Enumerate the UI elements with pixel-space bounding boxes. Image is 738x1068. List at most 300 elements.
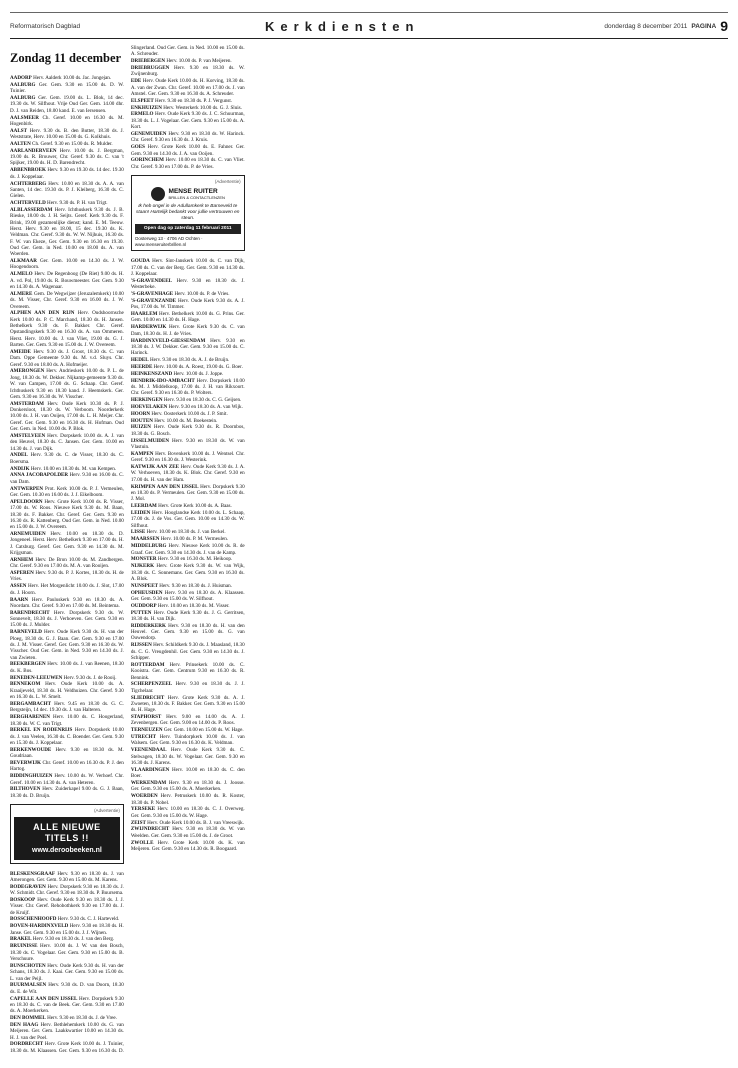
service-entry <box>131 484 245 503</box>
service-details: Herv. 9.30 ds. B. den Butter, 18.30 ds. J. Weststrate, Herv. 10.00 en 15.00 ds. G. Kolkhuis. <box>10 127 124 141</box>
service-details: Herv. Aalderk 10.00 ds. Jac. Jongejan. <box>33 75 112 81</box>
service-details: Ger. Gem. 10.00 en 14.30 ds. J. W. Hoogendoorn. <box>10 258 124 271</box>
place-name: HEINKENSZAND <box>130 370 173 377</box>
service-details: Herv. Bethlehemkerk 10.00 ds. G. van Meijeren. Ger. Gem. Laakkwartier 10.00 en 14.30 ds. H. J. van der Poel. <box>10 1021 124 1041</box>
service-entry <box>10 570 124 583</box>
place-name: KATWIJK AAN ZEE <box>130 464 180 471</box>
service-entry <box>10 675 124 681</box>
service-entry <box>131 510 245 529</box>
service-details: Herv. 9.30 ds. C. de Visser, 18.30 ds. C. Boersma. <box>10 452 124 465</box>
service-entry <box>131 780 245 793</box>
place-name: HEDEL <box>130 357 149 364</box>
service-entry <box>131 590 245 603</box>
ad-logo <box>135 187 241 201</box>
service-entry <box>10 181 124 200</box>
place-name: ASPEREN <box>10 570 34 577</box>
place-name: BERKEL EN RODENRIJS <box>10 727 73 734</box>
service-details: Herv. 9.30 en 18.30 ds. W. Zwijnenburg. <box>130 65 245 78</box>
place-name: BERGAMBACHT <box>10 701 52 707</box>
service-details: Herv. 10.00 en 18.30 ds. C. den Boer. <box>130 766 245 780</box>
place-name: HARDINXVELD-GIESSENDAM <box>130 337 206 344</box>
service-entry <box>131 543 245 556</box>
service-details: Ch. Geref. 10.00 en 16.30 ds. M. Hogenbirk. <box>10 114 124 127</box>
service-details: Prot. Kerk 10.00 ds. P. J. Vermeulen, Ger. Gem. 10.30 en 16.00 ds. J. J. Eikelboom. <box>10 485 124 498</box>
service-entry <box>131 536 245 542</box>
place-name: GOES <box>130 144 145 151</box>
service-entry <box>10 291 124 310</box>
day-heading: Zondag 11 december <box>10 51 122 65</box>
service-details: Herv. 9.00 en 14.00 ds. A. J. Zevenbergen. Ger. Gem. 9.00 en 14.00 ds. P. Roos. <box>130 714 245 727</box>
service-details: Herv. 10.00 ds. J. W. van den Bosch, 18.30 ds. C. Vogelaar. Ger. Gem. 9.30 en 15.00 ds. B. Verschuure. <box>10 943 124 962</box>
place-name: IJSSELMUIDEN <box>130 437 170 444</box>
service-details: Herv. 10.00 en 18.30 ds. C. J. Overweg. Ger. Gem. 9.30 en 15.00 ds. W. Hage. <box>130 806 245 819</box>
service-details: Herv. 9.30 en 18.30 ds. W. van Vlastuin. <box>130 437 245 450</box>
place-name: HARDERWIJK <box>130 324 167 331</box>
service-details: Herv. Prinsekerk 10.00 ds. C. Kooistra. Ger. Gem. Centrum 9.30 en 16.30 ds. R. Bennink. <box>130 661 245 681</box>
service-details: Ger. Gem. 9.30 en 15.00 ds. D. W. Tuinier. <box>10 81 124 95</box>
service-entry <box>131 371 245 377</box>
entries-part-3 <box>131 258 245 852</box>
service-details: Herv. Grote Kerk 10.00 ds. R. Visser, 17.00 ds. W. Roos. Nieuwe Kerk 9.30 ds. M. Baan, 18.30 ds. F. Bakker. Chr. Geref. Ger. Gem. 9.30 en 16.30 ds. R. Kattenberg. Oud Ger. Gem. in Ned. 10.00 en 15.00 ds. J. W. Overeem. <box>10 498 124 531</box>
service-details: Herv. 10.00 ds. M. Boekestein. <box>154 417 218 424</box>
place-name: HOEVELAKEN <box>130 403 168 410</box>
place-name: BOSKOOP <box>10 896 36 903</box>
service-entry <box>10 884 124 897</box>
place-name: AADORP <box>10 75 32 81</box>
service-details: Herv. 9.30 en 16.30 ds. M. Heikoop. <box>157 556 233 563</box>
service-entry <box>131 767 245 780</box>
service-details: Herv. Dorpskerk 9.30 en 18.30 ds. J. W. Schmidt. Chr. Geref. 9.30 en 18.30 ds. P. Buursema. <box>10 883 124 897</box>
advertisement-optician[interactable] <box>131 175 245 251</box>
place-name: BOSSCHENHOOFD <box>10 916 57 923</box>
service-entry <box>131 820 245 826</box>
service-entry <box>131 451 245 464</box>
service-details: Herv. Dorpskerk 10.00 ds. M. J. Middelkoop, 17.00 ds. J. H. van Rikxoort. Chr. Geref. 9.30 en 16.30 ds. P. Wolters. <box>130 377 245 397</box>
service-entry <box>10 747 124 760</box>
page-header <box>10 15 728 37</box>
service-entry <box>131 278 245 291</box>
ad-footer: Oosterweg 13 · 4706 AD Ochten · www.menseruiterbrillen.nl <box>134 236 203 247</box>
service-details: Herv. 9.30 en 18.30 ds. J. de Vree. <box>47 1015 117 1022</box>
service-entry <box>10 773 124 786</box>
place-name: AMERONGEN <box>10 368 45 375</box>
entries-part-1 <box>10 75 124 799</box>
place-name: HAARLEM <box>130 311 158 318</box>
service-details: Herv. 10.00 ds. J. Bergman, 19.00 ds. R. Brouwer, Chr. Geref. 9.30 ds. C. van 't Spijker, 19.00 ds. H. D. Barendrecht. <box>10 147 124 167</box>
service-details: Herv. Oude Kerk 9.30 ds. J. C. Schuurman, 18.30 ds. L. J. Vogelaar. Ger. Gem. 9.30 en 15.00 ds. A. Kort. <box>130 111 245 131</box>
service-entry <box>10 727 124 746</box>
service-entry <box>131 357 245 363</box>
service-details: Herv. 9.30 en 18.30 ds. J. Huisman. <box>159 582 232 589</box>
service-entry <box>10 936 124 942</box>
service-entry <box>10 95 124 114</box>
service-details: Herv. Schildkerk 9.30 ds. J. Maasland, 18.30 ds. C. G. Vreugdenhil. Ger. Gem. 9.30 en 14.30 ds. J. Schipper. <box>130 642 245 661</box>
service-entry <box>131 291 245 297</box>
service-entry <box>10 871 124 884</box>
ad-banner <box>14 817 120 860</box>
service-details: Herv. 10.00 en 18.30 ds. M. van Kempen. <box>30 465 117 472</box>
service-details: Herv. 10.00 en 18.30 ds. A. A. van Santen, 14 dec. 19.30 ds. P. J. Kleiberg, 16.30 ds. C. Gielen. <box>10 180 124 200</box>
church-services-listing <box>10 45 728 1057</box>
service-details: Herv. Het Morgenlicht 10.00 ds. J. Slot, 17.00 ds. J. Hoorn. <box>10 583 124 596</box>
service-entry <box>10 486 124 499</box>
service-entry <box>131 642 245 661</box>
place-name: ANDIJK <box>10 465 30 472</box>
place-name: VEENENDAAL <box>130 747 167 754</box>
service-details: Herv. Oosterkerk 10.00 ds. J. P. Smit. <box>151 410 228 417</box>
service-details: Herv. 9.30 en 18.30 ds. J. Westerbeke. <box>130 277 245 291</box>
service-details: Herv. 9.30 en 18.30 ds. H. Janse. Ger. Gem. 9.30 en 15.00 ds. J. J. Wijnen. <box>10 923 124 936</box>
service-details: Herv. 9.30 en 18.30 ds. P. J. Vergunst. <box>155 97 233 104</box>
place-name: AALBURG <box>10 81 36 88</box>
place-name: UTRECHT <box>130 734 157 741</box>
place-name: 'S-GRAVENDEEL <box>130 277 173 284</box>
service-entry <box>10 923 124 936</box>
newspaper-name: Reformatorisch Dagblad <box>10 22 81 30</box>
place-name: BEEKBERGEN <box>10 661 46 668</box>
place-name: 'S-GRAVENHAGE <box>130 291 174 298</box>
service-details: Herv. Hooglandse Kerk 10.00 ds. L. Schaap, 17.00 ds. J. de Vos. Ger. Gem. 10.00 en 14.30 ds. W. Silfhout. <box>130 509 245 529</box>
place-name: ERMELO <box>130 111 154 118</box>
place-name: NUNSPEET <box>130 582 159 589</box>
service-entry <box>10 583 124 596</box>
place-name: ZWIJNDRECHT <box>130 826 170 833</box>
service-entry <box>10 167 124 180</box>
service-details: Herv. Dorpskerk 10.00 ds. J. van Veelen, 16.30 ds. C. Boender. Ger. Gem. 9.30 en 15.30 ds. J. Koppelaar. <box>10 727 124 747</box>
place-name: HERKINGEN <box>130 397 163 404</box>
place-name: ZWOLLE <box>130 839 154 846</box>
place-name: ANTWERPEN <box>10 485 44 492</box>
service-details: Herv. 9.30 en 18.30 ds. A. Klaassen. Ger. Gem. 9.30 en 15.00 ds. W. Silfhout. <box>130 589 245 602</box>
place-name: ALMERE <box>10 290 33 297</box>
service-details: Herv. Oude Kerk 9.30 en 18.30 ds. J. J. Visser. Chr. Geref. Rehobothkerk 9.30 en 17.00 ds. J. de Kruijf. <box>10 896 124 916</box>
place-name: ROTTERDAM <box>130 661 165 668</box>
service-details: Herv. 9.30 ds. P. H. van Trigt. <box>47 200 108 207</box>
issue-date: donderdag 8 december 2011 <box>604 22 688 30</box>
place-name: BEVERWIJK <box>10 760 41 767</box>
page-number: 9 <box>720 18 728 34</box>
service-details: Herv. 9.30 ds. J. Groot, 18.30 ds. C. van Dam. Oppe Gemeente 9.30 ds. M. v.d. Sluys. Chr. Geref. 9.30 en 18.00 ds. A. Hofmeijer. <box>10 348 124 368</box>
place-name: YERSEKE <box>130 806 156 813</box>
service-details: Herv. Grote Kerk 10.00 ds. A. Baas. <box>158 503 232 510</box>
service-details: Herv. 10.00 ds. P. M. Vermeulen. <box>160 536 229 543</box>
place-name: DRIEBERGEN <box>130 58 166 65</box>
service-details: Herv. Ichthuskerk 9.30 ds. J. B. Rieske, 18.00 ds. J. H. Seijts. Geref. Kerk 9.30 ds. F. Brink, 19.00 gezamenlijke dienst; kand. E. M. Teeuw. Herst. Herv. 9.30 en 18.00, 15 dec. 19.30 ds. K. Veldman. Chr. Geref. 9.30 ds. W. W. Nijhuis, 16.30 ds. F. W. van Ekeze, Ger. Gem. 9.30 en 16.30 en 19.30. Oud Ger. Gem. in Ned. 10.00 en 18.00 ds. A. van Woerden. <box>10 206 124 258</box>
place-name: HUIZEN <box>130 424 151 431</box>
header-rule <box>10 38 728 39</box>
service-entry <box>131 734 245 747</box>
service-entry <box>10 996 124 1015</box>
service-entry <box>10 1022 124 1041</box>
ad-brand-sub: BRILLEN & CONTACTLENZEN <box>168 195 225 201</box>
service-details: Herv. 10.00 en 18.30 ds. J. van Berkel. <box>146 529 226 536</box>
ad-brand <box>169 188 225 200</box>
service-details: Herv. Grote Kerk 9.30 ds. W. van Wijk, 18.30 ds. C. Sonnemans. Ger. Gem. 9.30 en 16.30 ds. A. Blok. <box>130 563 245 582</box>
service-entry <box>131 438 245 451</box>
service-entry <box>131 131 245 144</box>
place-name: EDE <box>130 78 142 85</box>
service-entry <box>10 141 124 147</box>
service-entry <box>131 747 245 766</box>
place-name: NIJKERK <box>130 563 155 570</box>
service-details: Herv. Oude Kerk 10.00 ds. H. Korving, 18.30 ds. A. van der Zwan. Chr. Geref. 10.00 en 17.00 ds. J. van Amstel. Ger. Gem. 9.30 en 16.30 ds. A. Schreuder. <box>130 78 245 97</box>
place-name: BENNEKOM <box>10 681 41 688</box>
place-name: ALKMAAR <box>10 258 37 265</box>
service-details: Herv. 10.00 ds. C. Hoogerland, 18.30 ds. W. C. van Trigt. <box>10 714 124 727</box>
service-details: Herv. Oude Kerk 9.30 ds. C. Stelwagen, 18.30 ds. W. Vogelaar. Ger. Gem. 9.30 en 16.30 ds. J. Karens. <box>130 747 245 766</box>
service-entry <box>10 310 124 348</box>
ad-open-day: Open dag op zaterdag 11 februari 2011 <box>135 224 241 234</box>
ad-headline: ALLE NIEUWE TITELS !! <box>33 821 101 843</box>
place-name: ALMELO <box>10 271 33 278</box>
service-entry <box>131 144 245 157</box>
service-entry <box>131 583 245 589</box>
service-details: Herv. 9.30 en 18.30 ds. H. van den Heuvel. Ger. Gem. 9.30 en 15.00 ds. G. van Ouwendorp. <box>130 622 245 642</box>
place-name: GORINCHEM <box>130 157 164 164</box>
service-details: Herv. Oude Kerk 9.30 ds. A. J. Pos, 17.00 ds. W. Timmer. <box>130 297 245 311</box>
place-name: BUURMALSEN <box>10 982 47 989</box>
place-name: KAMPEN <box>130 450 154 457</box>
service-details: Herv. Grote Kerk 9.30 ds. C. van Dam, 18.30 ds. H. J. de Vries. <box>130 324 245 337</box>
ad-tag: (Advertentie) <box>214 179 241 185</box>
place-name: SCHERPENZEEL <box>130 681 173 688</box>
service-details: Herv. 9.30 en 18.30 ds. W. van Weelden. Ger. Gem. 9.30 en 15.00 ds. J. de Groot. <box>130 826 245 839</box>
place-name: ENKHUIZEN <box>130 104 162 111</box>
advertisement-books[interactable] <box>10 804 124 863</box>
service-details: Herv. 9.30 en 18.30 ds. M. Goudriaan. <box>10 746 124 760</box>
service-details: Herv. 9.30 en 18.30 ds. J. W. Dekker. Ger. Gem. 9.30 en 15.00 ds. C. Harinck. <box>130 337 245 357</box>
place-name: BRAKEL <box>10 936 32 943</box>
service-details: Herv. 9.30 en 18.30 ds. J. Joosse. Ger. Gem. 9.30 en 15.00 ds. A. Moerkerken. <box>130 780 245 793</box>
service-details: Herv. 9.30 en 18.30 ds. A. J. de Bruijn. <box>149 357 230 364</box>
service-entry <box>131 105 245 111</box>
service-details: Herv. 10.00 en 18.30 ds. D. Jongeneel. Herst. Herv. Bethelkerk 9.30 en 17.00 ds. H. J. Catsburg. Geref. Ger. Gem. 9.30 en 14.30 ds. M. Krijgsman. <box>10 531 124 557</box>
place-name: GENEMUIDEN <box>130 130 167 137</box>
service-entry <box>10 760 124 773</box>
place-name: AARLANDERVEEN <box>10 147 57 154</box>
place-name: OPHEUSDEN <box>130 589 163 596</box>
place-name: ALBLASSERDAM <box>10 206 53 213</box>
place-name: BUNSCHOTEN <box>10 962 46 969</box>
service-entry <box>131 424 245 437</box>
service-details: Herv. 10.00 ds. J. Joppe. <box>173 370 224 377</box>
place-name: ARNEMUIDEN <box>10 531 46 538</box>
service-details: Ch. Geref. 9.30 en 15.00 ds. R. Mulder. <box>32 140 113 147</box>
service-entry <box>131 681 245 694</box>
place-name: OUDDORP <box>130 602 157 609</box>
service-entry <box>131 503 245 509</box>
service-details: Herv. Dorpskerk 9.30 en 18.30 ds. C. van de Beek. Ger. Gem. 9.30 en 17.00 ds. A. Moerkerken. <box>10 995 124 1015</box>
service-details: Herv. Dorpskerk 10.00 ds. A. J. van den Heuvel, 18.30 ds. C. Jansen. Ger. Gem. 10.00 en 14.30 ds. J. van Dijk. <box>10 432 124 452</box>
service-details: Herv. 9.30 en 19.30 ds. 14 dec. 19.30 ds. J. Koppelaar. <box>10 167 124 180</box>
place-name: DEN BOMMEL <box>10 1015 46 1022</box>
service-details: Herv. 9.30 ds. D. van Doorn, 18.30 ds. E. de Wit. <box>10 982 124 995</box>
service-entry <box>10 200 124 206</box>
service-details: Herv. Oude Kerk 9.30 ds. J. G. Gerritsen, 18.30 ds. H. van Dijk. <box>130 609 245 622</box>
service-entry <box>131 826 245 839</box>
service-details: Herv. Nieuwe Kerk 10.00 ds. R. de Graaf. Ger. Gem. 9.30 en 14.30 ds. J. van de Kamp. <box>130 543 245 556</box>
service-details: Herv. 10.00 ds. J. van Reenen, 18.30 ds. K. Bos. <box>10 661 124 674</box>
service-details: Chr. Geref. 10.00 en 16.30 ds. P. J. den Hartog. <box>10 760 124 773</box>
place-name: LISSE <box>130 529 146 536</box>
service-details: Herv. Oude Kerk 9.30 ds. J. A. W. Verhoeven, 18.30 ds. K. Blok. Chr. Geref. 9.30 en 17.00 ds. H. van der Ham. <box>130 464 245 483</box>
service-entry <box>131 378 245 397</box>
service-entry <box>10 148 124 167</box>
service-details: Herv. Tuindorpkerk 10.00 ds. J. van Walsem. Ger. Gem. 9.30 en 16.30 ds. K. Veldman. <box>130 734 245 747</box>
service-details: Herv. Oude Kerk 10.30 ds. P. J. Donkersloot, 18.30 ds. W. Verboom. Noorderkerk 10.00 ds. J. H. van Ooijen, 17.00 ds. L. H. Meijer. Chr. Geref. Ger. Gem. 9.30 en 16.30 ds. H. Hofman. Oud Ger. Gem. in Ned. 10.00 ds. P. Blok. <box>10 400 124 433</box>
place-name: RIJSSEN <box>130 642 152 649</box>
place-name: ABBENBROEK <box>10 167 46 174</box>
service-details: Herv. Westerkerk 10.00 ds. G. J. Sluis. <box>163 104 242 111</box>
service-details: Herv. 9.30 en 16.00 ds. C. van Dam. <box>10 472 124 485</box>
service-entry <box>10 472 124 485</box>
place-name: KRIMPEN AAN DEN IJSSEL <box>130 483 199 490</box>
service-entry <box>131 338 245 357</box>
place-name: BERGHARENEN <box>10 714 50 721</box>
service-entry <box>10 1015 124 1021</box>
service-entry <box>131 556 245 562</box>
service-details: Herv. Pauluskerk 9.30 en 18.30 ds. A. Noordam. Chr. Geref. 9.30 en 17.00 ds. M. Beintema. <box>10 596 124 609</box>
service-details: Herv. 9.30 ds. P. J. Kortes, 18.30 ds. H. de Vries. <box>10 570 124 583</box>
place-name: BIDDINGHUIZEN <box>10 773 53 780</box>
place-name: AALST <box>10 127 27 134</box>
section-title: Kerkdiensten <box>265 18 420 34</box>
place-name: APELDOORN <box>10 498 43 505</box>
service-entry <box>10 75 124 81</box>
eye-logo-icon <box>151 187 165 201</box>
service-entry <box>10 557 124 570</box>
service-entry <box>10 597 124 610</box>
place-name: BARENDRECHT <box>10 609 50 616</box>
place-name: AMSTERDAM <box>10 400 44 407</box>
service-entry <box>10 681 124 700</box>
service-details: Herv. 10.00 ds. W. Verhoef. Chr. Geref. 10.00 en 14.30 ds. A. van Heteren. <box>10 773 124 786</box>
service-details: Herv. Oude Kerk 9.30 ds. H. van der Ploeg, 18.30 ds. G. J. Baan. Ger. Gem. 9.30 en 17.00 ds. J. M. Visser. Geref. Ger. Gem. 9.30 en 16.30 ds. W. Visscher. Oud Ger. Gem. in Ned. 9.30 en 14.30 ds. J. van Zwieten. <box>10 629 124 661</box>
service-entry <box>131 298 245 311</box>
service-details: Herv. 10.00 ds. P. de Vries. <box>174 291 230 298</box>
place-name: MAARSSEN <box>130 536 160 543</box>
place-name: ARNHEM <box>10 556 34 563</box>
service-details: Herv. 9.30 ds. C. J. Harteveld. <box>57 916 120 923</box>
ad-brand-name: MENSE RUITER <box>168 188 218 196</box>
service-details: Herv. Oude Kerk 9.30 ds. H. van der Schans, 18.30 ds. J. Kaai. Ger. Gem. 9.30 en 15.00 ds. L. van der Peijl. <box>10 962 124 982</box>
service-details: Herv. 10.00 en 18.30 ds. C. van Vliet. Chr. Geref. 9.30 en 17.00 ds. P. de Vries. <box>130 157 245 170</box>
place-name: WOERDEN <box>130 793 158 800</box>
service-details: Herv. Grote Kerk 10.00 ds. K. van Meijeren. Ger. Gem. 9.30 en 14.30 ds. R. Boogaard. <box>130 839 245 852</box>
service-details: Herv. Bovenkerk 10.00 ds. J. Wentsel. Chr. Geref. 9.30 en 16.30 ds. J. Westerink. <box>130 450 245 464</box>
place-name: HEERDE <box>130 363 153 370</box>
service-details: Herv. Oudshoornsche Kerk 10.00 ds. P. C. Marchand, 18.30 ds. H. Jansen. Bethelkerk 9.30 ds. F. Bakker. Chr. Geref. Opstandingskerk 9.30 en 16.30 ds. A. van Ommeren. Herst. Herv. 10.00 ds. J. van Vliet, 19.00 ds. G. J. Barten. Ger. Gem. 9.30 en 15.00 ds. J. W. Overeem. <box>10 310 124 349</box>
service-entry <box>131 793 245 806</box>
service-entry <box>131 840 245 853</box>
place-name: BAARN <box>10 596 29 603</box>
place-name: ANNA JACOBAPOLDER <box>10 472 69 479</box>
service-entry <box>131 111 245 130</box>
service-details: Herv. Sint-Janskerk 10.00 ds. C. van Dijk, 17.00 ds. C. van der Berg. Ger. Gem. 9.30 en 14.30 ds. J. Koppelaar. <box>130 258 245 278</box>
place-name: LEERDAM <box>130 503 157 510</box>
place-name: SLIEDRECHT <box>130 694 165 701</box>
service-entry <box>131 58 245 64</box>
service-entry <box>131 623 245 642</box>
place-name: ANDEL <box>10 452 28 459</box>
service-entry <box>10 499 124 531</box>
place-name: DRIEBRUGGEN <box>130 65 170 72</box>
place-name: AMEIDE <box>10 348 31 355</box>
place-name: ACHTERBERG <box>10 180 47 187</box>
service-entry <box>10 661 124 674</box>
service-entry <box>131 324 245 337</box>
place-name: GOUDA <box>130 258 150 265</box>
service-details: Herv. 10.00 en 18.30 ds. M. Visser. <box>157 602 230 609</box>
service-details: Gem. De Wegwijzer (Jeruzalemkerk) 10.00 ds. M. Visser, Chr. Geref. 9.30 en 16.00 ds. J. W. Overeem. <box>10 290 124 310</box>
place-name: DORDRECHT <box>10 1041 44 1048</box>
service-entry <box>131 563 245 582</box>
service-entry <box>131 411 245 417</box>
service-entry <box>131 610 245 623</box>
service-entry <box>131 364 245 370</box>
service-entry <box>10 701 124 714</box>
service-details: Herv. Bethelkerk 10.00 ds. G. Prins. Ger. Gem. 10.00 en 14.30 ds. H. Hage. <box>130 311 245 324</box>
place-name: BERKENWOUDE <box>10 746 52 753</box>
place-name: MIDDELBURG <box>130 543 167 550</box>
service-entry <box>131 603 245 609</box>
place-name: BOVEN-HARDINXVELD <box>10 923 69 930</box>
service-details: Herv. Grote Kerk 9.30 ds. A. J. Zwoeten, 18.30 ds. F. Bakker. Ger. Gem. 9.30 en 15.00 ds. H. Hage. <box>130 694 245 714</box>
place-name: HENDRIK-IDO-AMBACHT <box>130 377 195 384</box>
service-details: Herv. 9.30 en 18.30 ds. J. van Amerongen. Ger. Gem. 9.30 en 15.00 ds. M. Karens. <box>10 870 124 883</box>
service-entry <box>131 98 245 104</box>
service-details: Herv. De Regenboog (De Riet) 9.00 ds. H. A. vd. Pol, 19.00 ds. R. Bouwmeester. Ger. Gem. 9.30 en 14.30 ds. A. Wagenaar. <box>10 271 124 290</box>
place-name: MONSTER <box>130 556 157 563</box>
service-details: Herv. Dorpskerk 9.30 ds. W. Sonnevelt, 18.30 ds. J. Verhoeven. Ger. Gem. 9.30 en 15.00 ds. J. Mulder. <box>10 609 124 629</box>
place-name: ALPHEN AAN DEN RIJN <box>10 310 75 317</box>
service-entry <box>10 207 124 258</box>
service-entry <box>10 258 124 271</box>
service-entry <box>10 916 124 922</box>
place-name: ACHTERVELD <box>10 200 46 207</box>
service-entry <box>10 452 124 465</box>
service-entry <box>131 397 245 403</box>
service-entry <box>10 401 124 433</box>
place-name: BLESKENSGRAAF <box>10 870 56 877</box>
service-entry <box>131 404 245 410</box>
service-details: Herv. Oude Kerk 9.30 ds. R. Doornbos, 18.30 ds. G. Bosch. <box>130 424 245 437</box>
service-details: Herv. 10.00 ds. P. van Meijeren. <box>166 58 232 65</box>
service-details: Herv. Zuiderkapel 9.00 ds. G. J. Baan, 18.30 ds. D. Bruijn. <box>10 786 124 799</box>
service-entry <box>131 714 245 727</box>
service-entry <box>131 65 245 78</box>
top-rule <box>10 12 728 13</box>
service-entry <box>131 418 245 424</box>
service-details: Herv. Oude Kerk 10.00 ds. B. J. van Vreeswijk. <box>147 819 245 826</box>
place-name: ZEIST <box>130 819 146 826</box>
service-details: Herv. Grote Kerk 10.00 ds. E. Fahner. Ger. Gem. 9.30 en 14.30 ds. J. A. van Ooijen. <box>130 144 245 157</box>
service-entry <box>10 433 124 452</box>
service-entry <box>131 311 245 324</box>
service-entry <box>131 695 245 714</box>
service-entry <box>131 529 245 535</box>
service-entry <box>131 727 245 733</box>
place-name: BODEGRAVEN <box>10 883 46 890</box>
ad-url: www.deroobeeken.nl <box>32 846 102 854</box>
service-entry <box>10 963 124 982</box>
service-entry <box>10 128 124 141</box>
place-name: HOUTEN <box>130 417 153 424</box>
place-name: BENEDEN-LEEUWEN <box>10 674 63 681</box>
place-name: WERKENDAM <box>130 780 167 787</box>
service-entry <box>10 82 124 95</box>
service-entry <box>131 806 245 819</box>
